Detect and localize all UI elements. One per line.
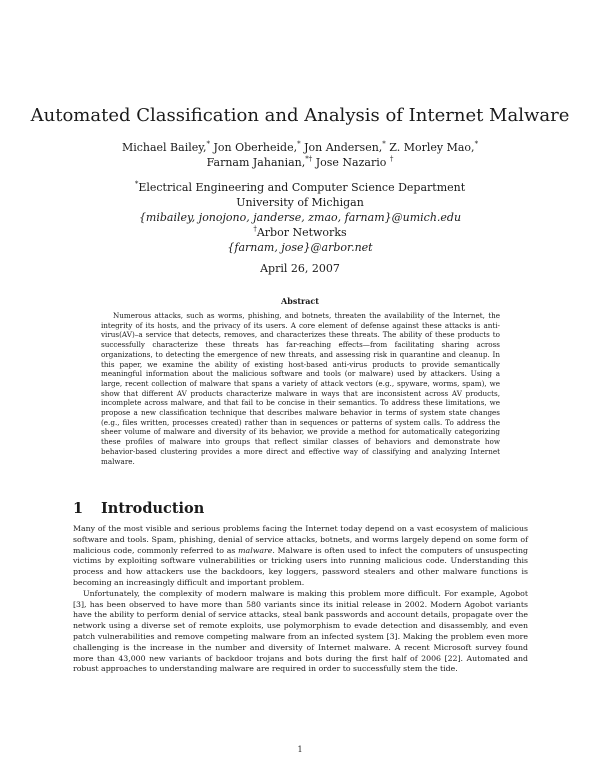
author-mark: * <box>382 140 386 148</box>
affiliation-emails-umich: {mibailey, jonojono, janderse, zmao, farnam}@umich.edu <box>138 211 462 224</box>
affiliation-mark: * <box>134 180 139 188</box>
abstract-text: Numerous attacks, such as worms, phishing, and botnets, threaten the availability of the Internet, the integrity of its hosts, and the privacy of its users. A core element of defense against these attacks is anti-virus(AV)–a service that detects, removes, and characterizes these threats. The ability of these products to successfully characterize these threats has far-reaching effects—from facilitating sharing across organizations, to detecting the emergence of new threats, and assessing risk in quarantine and cleanup. In this paper, we examine the ability of existing host-based anti-virus products to provide semantically meaningful information about the malicious software and tools (or malware) used by attackers. Using a large, recent collection of malware that spans a variety of attack vectors (e.g., spyware, worms, spam), we show that different AV products characterize malware in ways that are inconsistent across AV products, incomplete across malware, and that fail to be concise in their semantics. To address these limitations, we propose a new classification technique that describes malware behavior in terms of system state changes (e.g., files written, processes created) rather than in sequences or patterns of system calls. To address the sheer volume of malware and diversity of its behavior, we provide a method for automatically categorizing these profiles of malware into groups that reflect similar classes of behaviors and demonstrate how behavior-based clustering provides a more direct and effective way of classifying and analyzing Internet malware. <box>101 311 500 466</box>
author-name: Jose Nazario <box>315 156 387 169</box>
author-line-1 <box>0 140 600 155</box>
section-heading <box>73 500 204 517</box>
paper-date: April 26, 2007 <box>260 262 340 275</box>
author-mark: * <box>297 140 301 148</box>
affiliation-emails-arbor: {farnam, jose}@arbor.net <box>227 241 373 254</box>
author-line-2 <box>0 155 600 170</box>
affiliation-dept: *Electrical Engineering and Computer Science Department <box>134 180 466 194</box>
abstract-heading: Abstract <box>281 296 319 306</box>
affiliations <box>0 180 600 255</box>
author-name: Jon Andersen, <box>304 141 383 154</box>
author-list <box>0 140 600 170</box>
author-name: Jon Oberheide, <box>213 141 298 154</box>
affiliation-mark: † <box>253 225 257 233</box>
author-name: Farnam Jahanian, <box>206 156 306 169</box>
paper-title: Automated Classification and Analysis of Internet Malware <box>30 105 570 126</box>
paragraph: Many of the most visible and serious problems facing the Internet today depend on a vast ecosystem of malicious software and tools. Spam, phishing, denial of service attacks, botnets, and worms largely depend on some form of malicious code, commonly referred to as malware. Malware is often used to infect the computers of unsuspecting victims by exploiting software vulnerabilities or tricking users into running malicious code. Understanding this process and how attackers use the backdoors, key loggers, password stealers and other malware functions is becoming an increasingly difficult and important problem. <box>73 524 528 587</box>
affiliation-university: University of Michigan <box>236 196 364 209</box>
author-mark: * <box>206 140 210 148</box>
author-mark: * <box>474 140 479 148</box>
affiliation-arbor: †Arbor Networks <box>253 225 347 239</box>
paragraph: Unfortunately, the complexity of modern malware is making this problem more difficult. For example, Agobot [3], has been observed to have more than 580 variants since its initial release in 2002. Modern Agobot variants have the ability to perform denial of service attacks, steal bank passwords and account details, propagate over the network using a diverse set of remote exploits, use polymorphism to evade detection and disassembly, and even patch vulnerabilities and remove competing malware from an infected system [3]. Making the problem even more challenging is the increase in the number and diversity of Internet malware. A recent Microsoft survey found more than 43,000 new variants of backdoor trojans and bots during the first half of 2006 [22]. Automated and robust approaches to understanding malware are required in order to successfully stem the tide. <box>73 588 528 674</box>
page-number: 1 <box>297 745 303 754</box>
author-mark: † <box>389 155 394 163</box>
author-name: Michael Bailey, <box>121 141 207 154</box>
author-mark: *† <box>305 155 313 163</box>
author-name: Z. Morley Mao, <box>389 141 475 154</box>
section-number: 1 <box>73 500 84 517</box>
section-title: Introduction <box>101 500 205 517</box>
section-body <box>73 524 528 675</box>
